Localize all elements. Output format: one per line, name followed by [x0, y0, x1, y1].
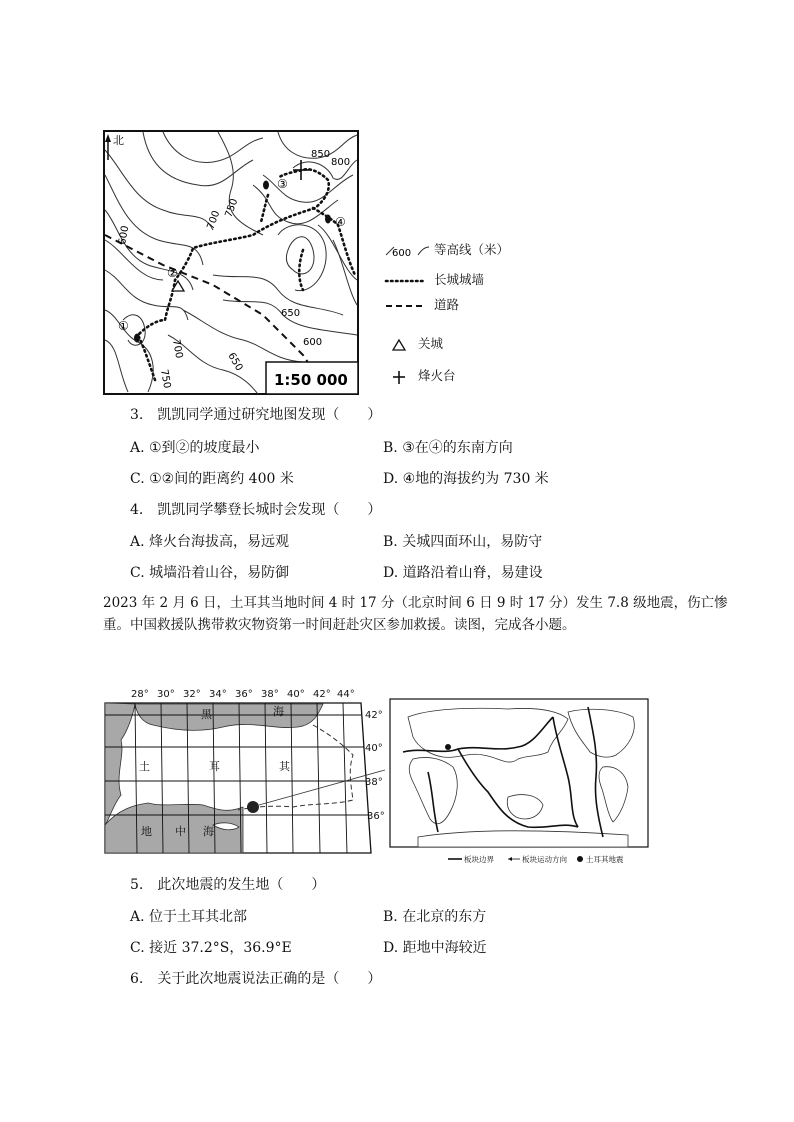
legend-motion: 板块运动方向	[522, 855, 567, 864]
point-label: ④	[335, 215, 346, 229]
wall-icon	[384, 275, 430, 287]
legend-wall: 长城城墙	[384, 270, 484, 288]
question-4-stem: 4. 凯凯同学攀登长城时会发现（ ）	[130, 502, 382, 518]
lon-label: 38°	[261, 689, 279, 700]
legend-pass: 关城	[384, 334, 443, 352]
contour-label: 650	[281, 308, 301, 319]
legend-boundary: 板块边界	[464, 855, 494, 864]
scale-label: 1:50 000	[274, 371, 348, 389]
beacon-icon	[384, 369, 414, 385]
lon-label: 32°	[183, 689, 201, 700]
contour-label: 600	[117, 224, 132, 246]
lon-label: 44°	[337, 689, 355, 700]
plate-boundary-map	[388, 697, 652, 869]
contour-label: 700	[205, 209, 223, 232]
turkey-label: 耳	[209, 760, 220, 773]
contour-icon	[384, 243, 430, 259]
point-label: ③	[277, 177, 288, 191]
contour-label: 750	[223, 197, 241, 220]
lon-label: 40°	[287, 689, 305, 700]
q4-option-c[interactable]: C. 城墙沿着山谷，易防御	[130, 565, 290, 581]
legend-beacon: 烽火台	[384, 366, 456, 385]
lon-label: 28°	[131, 689, 149, 700]
intro-line-2: 重。中国救援队携带救灾物资第一时间赶赴灾区参加救援。读图，完成各小题。	[103, 617, 576, 633]
q4-option-a[interactable]: A. 烽火台海拔高，易远观	[130, 534, 290, 550]
q3-option-d[interactable]: D. ④地的海拔约为 730 米	[383, 471, 549, 487]
med-sea-label: 海	[203, 825, 214, 838]
black-sea-label: 海	[273, 705, 284, 718]
contour-label: 850	[311, 149, 331, 160]
legend-quake: 土耳其地震	[586, 855, 624, 864]
q4-option-b[interactable]: B. 关城四面环山，易防守	[383, 534, 543, 550]
q4-option-d[interactable]: D. 道路沿着山脊，易建设	[383, 565, 543, 581]
contour-label: 750	[158, 368, 173, 390]
contour-label: 650	[225, 351, 245, 374]
q5-option-d[interactable]: D. 距地中海较近	[383, 940, 487, 956]
legend-contour: 600 等高线（米）	[384, 240, 509, 259]
topographic-map	[103, 130, 359, 396]
lon-label: 30°	[157, 689, 175, 700]
q5-option-c[interactable]: C. 接近 37.2°S，36.9°E	[130, 940, 292, 956]
intro-line-1: 2023 年 2 月 6 日，土耳其当地时间 4 时 17 分（北京时间 6 日 9 时 17 分）发生 7.8 级地震，伤亡惨	[103, 595, 728, 611]
q3-option-c[interactable]: C. ①②间的距离约 400 米	[130, 471, 294, 487]
lon-label: 42°	[313, 689, 331, 700]
turkey-label: 土	[139, 760, 150, 773]
contour-label: 800	[331, 157, 351, 168]
question-3-stem: 3. 凯凯同学通过研究地图发现（ ）	[130, 407, 382, 423]
point-label: ①	[118, 319, 129, 333]
intro-paragraph	[103, 592, 793, 636]
lon-label: 36°	[235, 689, 253, 700]
plate-map-legend	[448, 854, 624, 864]
q3-option-b[interactable]: B. ③在④的东南方向	[383, 440, 513, 456]
earthquake-marker	[445, 744, 451, 750]
turkey-map	[103, 685, 385, 855]
black-sea-label: 黑	[201, 708, 212, 721]
pass-icon	[384, 338, 414, 352]
contour-label: 700	[170, 338, 185, 360]
earthquake-marker	[247, 801, 259, 813]
q5-option-b[interactable]: B. 在北京的东方	[383, 909, 487, 925]
q5-option-a[interactable]: A. 位于土耳其北部	[130, 909, 248, 925]
med-sea-label: 地	[141, 825, 152, 838]
lat-label: 36°	[367, 811, 385, 822]
map-legend	[384, 238, 524, 388]
question-6-stem: 6. 关于此次地震说法正确的是（ ）	[130, 971, 382, 987]
q3-option-a[interactable]: A. ①到②的坡度最小	[130, 440, 260, 456]
question-5-stem: 5. 此次地震的发生地（ ）	[130, 877, 326, 893]
legend-road: 道路	[384, 295, 459, 313]
med-sea-label: 中	[175, 825, 186, 838]
turkey-label: 其	[279, 760, 290, 773]
lon-label: 34°	[209, 689, 227, 700]
point-label: ②	[167, 266, 178, 280]
lat-label: 42°	[365, 710, 383, 721]
lat-label: 40°	[365, 743, 383, 754]
contour-label: 600	[303, 337, 323, 348]
north-label: 北	[113, 134, 124, 147]
svg-text:600: 600	[392, 247, 412, 259]
lat-label: 38°	[365, 777, 383, 788]
road-icon	[384, 300, 430, 312]
